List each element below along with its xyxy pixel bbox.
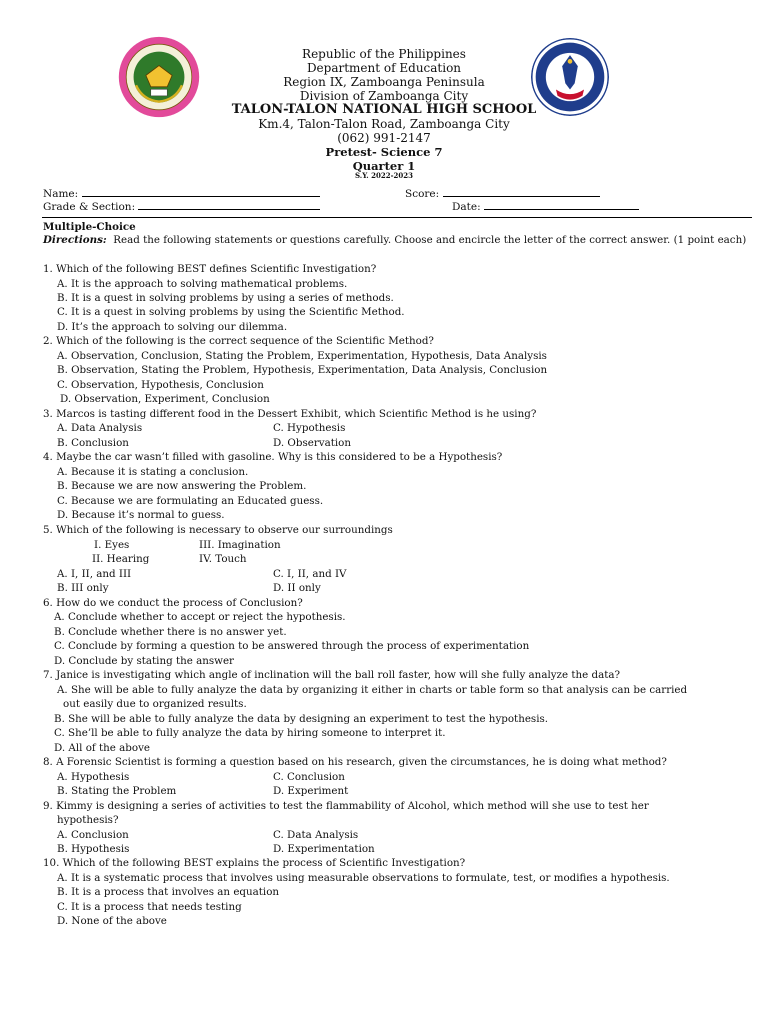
question-2: 2. Which of the following is the correct sequence of the Scientific Method? [43, 335, 434, 347]
q4-choice-c[interactable]: C. Because we are formulating an Educated guess. [57, 495, 324, 507]
q10-choice-b[interactable]: B. It is a process that involves an equation [57, 886, 280, 898]
q2-choice-d[interactable]: D. Observation, Experiment, Conclusion [60, 393, 270, 405]
q4-choice-a[interactable]: A. Because it is stating a conclusion. [57, 466, 249, 478]
school-name: TALON-TALON NATIONAL HIGH SCHOOL [231, 102, 537, 117]
question-1: 1. Which of the following BEST defines Scientific Investigation? [43, 263, 377, 275]
q7-choice-a-continued[interactable]: out easily due to organized results. [63, 698, 247, 710]
q2-choice-a[interactable]: A. Observation, Conclusion, Stating the Problem, Experimentation, Hypothesis, Data Analysis [57, 350, 547, 362]
question-10: 10. Which of the following BEST explains the process of Scientific Investigation? [43, 857, 466, 869]
q7-choice-a[interactable]: A. She will be able to fully analyze the data by organizing it either in charts or table form so that analysis can be carried [57, 684, 688, 696]
q1-choice-c[interactable]: C. It is a quest in solving problems by using the Scientific Method. [57, 306, 405, 318]
q6-choice-c[interactable]: C. Conclude by forming a question to be answered through the process of experimentation [54, 640, 530, 652]
question-7: 7. Janice is investigating which angle of inclination will the ball roll faster, how will she fully analyze the data? [43, 669, 621, 681]
q8-choice-a[interactable]: A. Hypothesis [57, 771, 130, 783]
section-title: Multiple-Choice [43, 221, 136, 233]
q4-choice-b[interactable]: B. Because we are now answering the Problem. [57, 480, 307, 492]
q5-item-ii: II. Hearing [92, 553, 150, 565]
q10-choice-a[interactable]: A. It is a systematic process that involves using measurable observations to formulate, test, or modifies a hypothesis. [57, 872, 670, 884]
date-blank[interactable] [484, 199, 639, 210]
q8-choice-d[interactable]: D. Experiment [273, 785, 349, 797]
q1-choice-d[interactable]: D. It’s the approach to solving our dilemma. [57, 321, 288, 333]
school-year: S.Y. 2022-2023 [354, 171, 414, 180]
q5-choice-c[interactable]: C. I, II, and IV [273, 568, 347, 580]
q8-choice-b[interactable]: B. Stating the Problem [57, 785, 177, 797]
q9-choice-a[interactable]: A. Conclusion [57, 829, 129, 841]
directions [43, 234, 746, 246]
quarter-label: Quarter 1 [352, 159, 416, 173]
school-logo [118, 36, 200, 118]
q9-choice-c[interactable]: C. Data Analysis [273, 829, 359, 841]
header-division: Division of Zamboanga City [299, 89, 469, 103]
q10-choice-d[interactable]: D. None of the above [57, 915, 167, 927]
q3-choice-a[interactable]: A. Data Analysis [57, 422, 143, 434]
q5-item-iv: IV. Touch [199, 553, 247, 565]
score-field[interactable] [405, 186, 600, 200]
date-field[interactable] [452, 199, 639, 213]
q5-choice-b[interactable]: B. III only [57, 582, 109, 594]
question-9-continued: hypothesis? [57, 814, 119, 826]
grade-section-field[interactable] [43, 199, 320, 213]
question-5: 5. Which of the following is necessary to observe our surroundings [43, 524, 393, 536]
school-address: Km.4, Talon-Talon Road, Zamboanga City [258, 117, 510, 131]
directions-label: Directions: [43, 234, 107, 246]
question-8: 8. A Forensic Scientist is forming a question based on his research, given the circumstances, he is doing what method? [43, 756, 667, 768]
q9-choice-b[interactable]: B. Hypothesis [57, 843, 130, 855]
header-department: Department of Education [306, 61, 462, 75]
q5-item-i: I. Eyes [94, 539, 130, 551]
name-label: Name: [43, 188, 79, 200]
q1-choice-a[interactable]: A. It is the approach to solving mathematical problems. [57, 278, 348, 290]
q5-choice-a[interactable]: A. I, II, and III [57, 568, 132, 580]
q5-item-iii: III. Imagination [199, 539, 281, 551]
question-9: 9. Kimmy is designing a series of activities to test the flammability of Alcohol, which method will she use to test her [43, 800, 649, 812]
q8-choice-c[interactable]: C. Conclusion [273, 771, 345, 783]
name-blank[interactable] [82, 186, 320, 197]
q9-choice-d[interactable]: D. Experimentation [273, 843, 375, 855]
date-label: Date: [452, 201, 481, 213]
q1-choice-b[interactable]: B. It is a quest in solving problems by using a series of methods. [57, 292, 394, 304]
q10-choice-c[interactable]: C. It is a process that needs testing [57, 901, 242, 913]
header-region: Region IX, Zamboanga Peninsula [283, 75, 485, 89]
q7-choice-b[interactable]: B. She will be able to fully analyze the data by designing an experiment to test the hypothesis. [54, 713, 549, 725]
q3-choice-d[interactable]: D. Observation [273, 437, 351, 449]
test-title: Pretest- Science 7 [325, 145, 443, 159]
question-6: 6. How do we conduct the process of Conclusion? [43, 597, 303, 609]
header-republic: Republic of the Philippines [302, 47, 466, 61]
q7-choice-d[interactable]: D. All of the above [54, 742, 150, 754]
divider-rule [42, 217, 752, 218]
q4-choice-d[interactable]: D. Because it’s normal to guess. [57, 509, 225, 521]
q2-choice-c[interactable]: C. Observation, Hypothesis, Conclusion [57, 379, 264, 391]
question-4: 4. Maybe the car wasn’t filled with gasoline. Why is this considered to be a Hypothesis? [43, 451, 503, 463]
q7-choice-c[interactable]: C. She’ll be able to fully analyze the data by hiring someone to interpret it. [54, 727, 446, 739]
q3-choice-c[interactable]: C. Hypothesis [273, 422, 346, 434]
score-blank[interactable] [443, 186, 600, 197]
score-label: Score: [405, 188, 440, 200]
q2-choice-b[interactable]: B. Observation, Stating the Problem, Hypothesis, Experimentation, Data Analysis, Conclusion [57, 364, 548, 376]
q5-choice-d[interactable]: D. II only [273, 582, 321, 594]
q3-choice-b[interactable]: B. Conclusion [57, 437, 129, 449]
q6-choice-b[interactable]: B. Conclude whether there is no answer yet. [54, 626, 287, 638]
school-phone: (062) 991-2147 [337, 131, 431, 145]
directions-text: Read the following statements or questions carefully. Choose and encircle the letter of the correct answer. (1 point each) [113, 234, 747, 246]
question-3: 3. Marcos is tasting different food in the Dessert Exhibit, which Scientific Method is he using? [43, 408, 537, 420]
q6-choice-a[interactable]: A. Conclude whether to accept or reject the hypothesis. [54, 611, 346, 623]
q6-choice-d[interactable]: D. Conclude by stating the answer [54, 655, 234, 667]
name-field[interactable] [43, 186, 320, 200]
grade-section-label: Grade & Section: [43, 201, 136, 213]
grade-section-blank[interactable] [138, 199, 320, 210]
